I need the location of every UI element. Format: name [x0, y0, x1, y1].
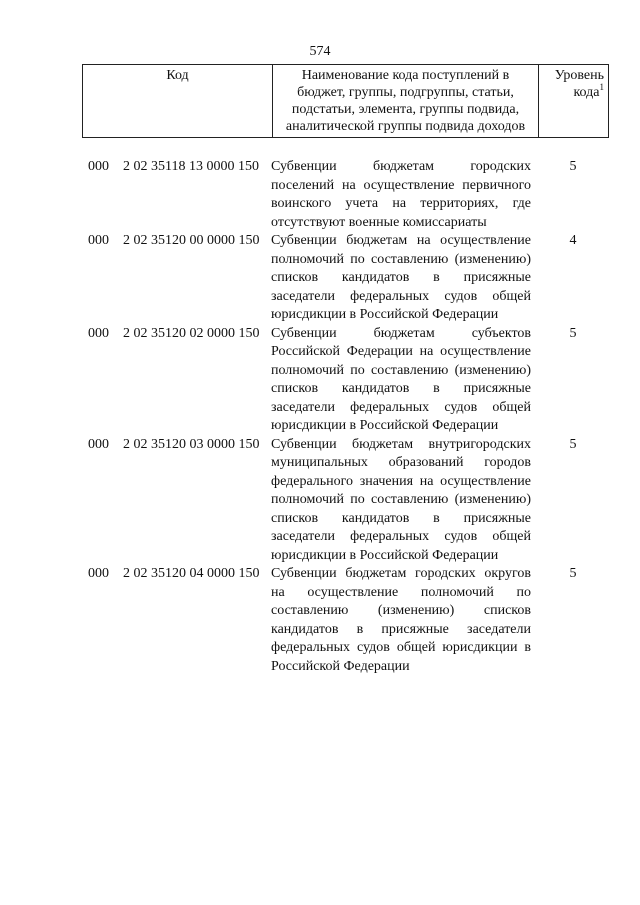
row-admin-code: 000: [88, 436, 109, 452]
table-header: [82, 64, 609, 138]
table-row: [82, 325, 609, 436]
header-code: Код: [83, 65, 273, 137]
row-name: Субвенции бюджетам на осуществление полномочий по составлению (изменению) списков кандидатов в присяжные заседатели федеральных судов общей юрисдикции в Российской Федерации: [271, 233, 531, 322]
row-level: 5: [569, 159, 577, 174]
header-level-label: Уровень кода: [554, 68, 604, 100]
row-level: 5: [569, 436, 577, 452]
table-body: [82, 158, 609, 676]
row-admin-code: 000: [88, 159, 109, 174]
row-code: 2 02 35120 00 0000 150: [123, 233, 260, 248]
row-level: 5: [569, 325, 577, 341]
row-name: Субвенции бюджетам городских округов на осуществление полномочий по составлению (изменению) списков кандидатов в присяжные заседатели федеральных судов общей юрисдикции в Российской Федерации: [271, 566, 531, 674]
row-admin-code: 000: [88, 325, 109, 341]
row-level: 4: [569, 233, 577, 248]
header-level: [539, 65, 608, 137]
page-number: 574: [309, 44, 331, 59]
row-code: 2 02 35120 02 0000 150: [123, 325, 260, 341]
row-code: 2 02 35120 03 0000 150: [123, 436, 260, 452]
row-name: Субвенции бюджетам субъектов Российской Федерации на осуществление полномочий по составлению (изменению) списков кандидатов в присяжные заседатели федеральных судов общей юрисдикции в Российской Федерации: [271, 325, 531, 433]
row-code: 2 02 35120 04 0000 150: [123, 566, 260, 581]
header-level-footnote: 1: [599, 82, 604, 92]
row-name: Субвенции бюджетам городских поселений на осуществление первичного воинского учета на территориях, где отсутствуют военные комиссариаты: [271, 159, 531, 230]
table-row: [82, 158, 609, 232]
table-row: [82, 436, 609, 566]
row-code: 2 02 35118 13 0000 150: [123, 159, 259, 174]
row-name: Субвенции бюджетам внутригородских муниципальных образований городов федерального значения на осуществление полномочий по составлению (изменению) списков кандидатов в присяжные заседатели федеральных судов общей юрисдикции в Российской Федерации: [271, 436, 531, 563]
table-row: [82, 565, 609, 676]
row-level: 5: [569, 566, 577, 581]
header-name: Наименование кода поступлений в бюджет, группы, подгруппы, статьи, подстатьи, элемента, группы подвида, аналитической группы подвида доходов: [273, 65, 539, 137]
row-admin-code: 000: [88, 566, 109, 581]
row-admin-code: 000: [88, 233, 109, 248]
table-row: [82, 232, 609, 325]
